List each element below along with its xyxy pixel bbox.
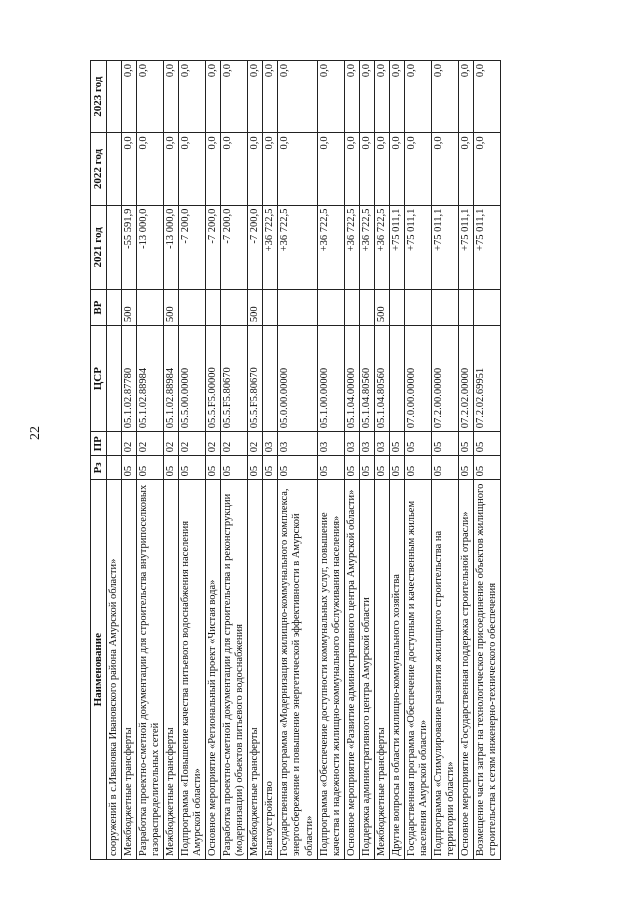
cell-2023: 0,0 (221, 61, 248, 133)
cell-2022: 0,0 (474, 133, 501, 205)
cell-vr: 500 (374, 290, 389, 326)
table-row (359, 61, 374, 860)
cell-csr: 05.1.02.87780 (121, 326, 136, 432)
cell-csr: 05.1.02.88984 (136, 326, 163, 432)
cell-rz: 05 (206, 456, 221, 480)
cell-2022: 0,0 (121, 133, 136, 205)
table-row (459, 61, 474, 860)
header-pr: ПР (91, 432, 107, 456)
cell-csr: 07.0.00.00000 (404, 326, 431, 432)
table-row (278, 61, 317, 860)
cell-pr: 05 (432, 432, 459, 456)
cell-vr (278, 290, 317, 326)
cell-rz: 05 (432, 456, 459, 480)
cell-vr: 500 (163, 290, 178, 326)
cell-name: Другие вопросы в области жилищно-коммунального хозяйства (389, 480, 404, 860)
cell-2023: 0,0 (317, 61, 344, 133)
table-row (344, 61, 359, 860)
table-row (178, 61, 205, 860)
table-row (106, 61, 121, 860)
cell-csr (263, 326, 278, 432)
table-row (317, 61, 344, 860)
cell-vr: 500 (248, 290, 263, 326)
cell-2021 (106, 205, 121, 289)
cell-rz: 05 (221, 456, 248, 480)
cell-2023: 0,0 (206, 61, 221, 133)
cell-2022: 0,0 (178, 133, 205, 205)
cell-rz: 05 (278, 456, 317, 480)
cell-name: Государственная программа «Обеспечение доступным и качественным жильем населения Амурской области» (404, 480, 431, 860)
cell-2021: -55 591,9 (121, 205, 136, 289)
cell-name: Возмещение части затрат на технологическое присоединение объектов жилищного строительства к сетям инженерно-технического обеспечения (474, 480, 501, 860)
cell-2021: +75 011,1 (459, 205, 474, 289)
table-row (432, 61, 459, 860)
table-header (91, 61, 107, 860)
table-row (221, 61, 248, 860)
cell-csr: 05.5.00.00000 (178, 326, 205, 432)
cell-rz: 05 (136, 456, 163, 480)
cell-csr: 05.5.F5.80670 (248, 326, 263, 432)
header-2021: 2021 год (91, 205, 107, 289)
cell-csr: 05.1.00.00000 (317, 326, 344, 432)
cell-csr: 05.1.04.80560 (359, 326, 374, 432)
cell-pr: 02 (206, 432, 221, 456)
cell-2023: 0,0 (404, 61, 431, 133)
cell-2021: -7 200,0 (221, 205, 248, 289)
table-row (121, 61, 136, 860)
cell-vr (263, 290, 278, 326)
cell-2021: +36 722,5 (263, 205, 278, 289)
cell-vr (359, 290, 374, 326)
cell-2021: +75 011,1 (474, 205, 501, 289)
cell-vr (432, 290, 459, 326)
header-name: Наименование (91, 480, 107, 860)
table-row (248, 61, 263, 860)
cell-vr (106, 290, 121, 326)
cell-2022 (106, 133, 121, 205)
cell-2021: -7 200,0 (248, 205, 263, 289)
cell-2023: 0,0 (474, 61, 501, 133)
cell-name: Межбюджетные трансферты (163, 480, 178, 860)
cell-2021: -7 200,0 (178, 205, 205, 289)
cell-2023: 0,0 (432, 61, 459, 133)
cell-name: Подпрограмма «Обеспечение доступности коммунальных услуг, повышение качества и надежности жилищно-коммунального обслуживания населения» (317, 480, 344, 860)
cell-2022: 0,0 (432, 133, 459, 205)
cell-2022: 0,0 (221, 133, 248, 205)
cell-csr: 05.0.00.00000 (278, 326, 317, 432)
cell-pr: 02 (248, 432, 263, 456)
cell-2023: 0,0 (278, 61, 317, 133)
cell-rz: 05 (317, 456, 344, 480)
cell-vr (206, 290, 221, 326)
cell-pr (106, 432, 121, 456)
cell-2022: 0,0 (278, 133, 317, 205)
cell-name: Благоустройство (263, 480, 278, 860)
header-rz: Рз (91, 456, 107, 480)
cell-name: Основное мероприятие «Региональный проект «Чистая вода» (206, 480, 221, 860)
cell-vr (221, 290, 248, 326)
cell-pr: 02 (121, 432, 136, 456)
cell-pr: 03 (374, 432, 389, 456)
cell-2021: +75 011,1 (404, 205, 431, 289)
cell-2023: 0,0 (121, 61, 136, 133)
cell-csr: 07.2.02.00000 (459, 326, 474, 432)
cell-csr (389, 326, 404, 432)
cell-vr (344, 290, 359, 326)
cell-2023: 0,0 (163, 61, 178, 133)
cell-pr: 05 (474, 432, 501, 456)
table-row (404, 61, 431, 860)
header-2023: 2023 год (91, 61, 107, 133)
cell-pr: 03 (359, 432, 374, 456)
cell-name: Межбюджетные трансферты (121, 480, 136, 860)
table-row (136, 61, 163, 860)
cell-rz: 05 (344, 456, 359, 480)
cell-vr (474, 290, 501, 326)
header-2022: 2022 год (91, 133, 107, 205)
cell-2021: -13 000,0 (163, 205, 178, 289)
cell-name: Подпрограмма «Повышение качества питьевого водоснабжения населения Амурской области» (178, 480, 205, 860)
cell-csr: 05.5.F5.80670 (221, 326, 248, 432)
cell-2022: 0,0 (344, 133, 359, 205)
cell-csr: 05.1.04.80560 (374, 326, 389, 432)
cell-vr (136, 290, 163, 326)
cell-rz: 05 (178, 456, 205, 480)
table-row (374, 61, 389, 860)
cell-2023: 0,0 (459, 61, 474, 133)
cell-2023: 0,0 (359, 61, 374, 133)
cell-rz: 05 (404, 456, 431, 480)
cell-pr: 05 (389, 432, 404, 456)
cell-rz: 05 (459, 456, 474, 480)
cell-2021: +36 722,5 (344, 205, 359, 289)
cell-name: Основное мероприятие «Развитие административного центра Амурской области» (344, 480, 359, 860)
page-number: 22 (28, 426, 43, 440)
cell-2022: 0,0 (136, 133, 163, 205)
cell-csr: 05.5.F5.00000 (206, 326, 221, 432)
cell-name: Разработка проектно-сметной документации для строительства внутрипоселковых газораспределительных сетей (136, 480, 163, 860)
cell-2022: 0,0 (374, 133, 389, 205)
cell-rz: 05 (263, 456, 278, 480)
cell-name: Поддержка административного центра Амурской области (359, 480, 374, 860)
table-row (263, 61, 278, 860)
cell-csr: 05.1.04.00000 (344, 326, 359, 432)
cell-rz: 05 (359, 456, 374, 480)
cell-2021: +36 722,5 (374, 205, 389, 289)
cell-vr: 500 (121, 290, 136, 326)
cell-pr: 02 (163, 432, 178, 456)
cell-2023: 0,0 (263, 61, 278, 133)
cell-vr (459, 290, 474, 326)
header-csr: ЦСР (91, 326, 107, 432)
cell-name: Подпрограмма «Стимулирование развития жилищного строительства на территории области» (432, 480, 459, 860)
header-row (91, 61, 107, 860)
cell-csr: 07.2.00.00000 (432, 326, 459, 432)
cell-rz: 05 (248, 456, 263, 480)
cell-vr (404, 290, 431, 326)
cell-csr: 07.2.02.69951 (474, 326, 501, 432)
cell-2021: +36 722,5 (359, 205, 374, 289)
cell-2023: 0,0 (374, 61, 389, 133)
cell-vr (389, 290, 404, 326)
cell-2021: +36 722,5 (317, 205, 344, 289)
table-row (163, 61, 178, 860)
cell-name: Основное мероприятие «Государственная поддержка строительной отрасли» (459, 480, 474, 860)
cell-pr: 05 (459, 432, 474, 456)
cell-pr: 03 (263, 432, 278, 456)
cell-2021: +36 722,5 (278, 205, 317, 289)
cell-pr: 05 (404, 432, 431, 456)
cell-2022: 0,0 (404, 133, 431, 205)
cell-vr (317, 290, 344, 326)
cell-name: Межбюджетные трансферты (248, 480, 263, 860)
cell-2023: 0,0 (178, 61, 205, 133)
cell-2021: -7 200,0 (206, 205, 221, 289)
cell-2022: 0,0 (359, 133, 374, 205)
cell-name: Межбюджетные трансферты (374, 480, 389, 860)
cell-csr: 05.1.02.88984 (163, 326, 178, 432)
cell-rz: 05 (374, 456, 389, 480)
cell-pr: 03 (278, 432, 317, 456)
cell-2023 (106, 61, 121, 133)
cell-pr: 02 (136, 432, 163, 456)
cell-rz: 05 (163, 456, 178, 480)
cell-2021: -13 000,0 (136, 205, 163, 289)
budget-table (90, 60, 501, 860)
cell-csr (106, 326, 121, 432)
cell-pr: 03 (317, 432, 344, 456)
header-vr: ВР (91, 290, 107, 326)
rotated-table-wrapper (90, 60, 610, 860)
cell-rz: 05 (474, 456, 501, 480)
cell-2022: 0,0 (459, 133, 474, 205)
table-row (206, 61, 221, 860)
cell-2022: 0,0 (317, 133, 344, 205)
cell-2023: 0,0 (248, 61, 263, 133)
cell-name: сооружений в с.Ивановка Ивановского района Амурской области» (106, 480, 121, 860)
cell-2022: 0,0 (248, 133, 263, 205)
cell-2023: 0,0 (344, 61, 359, 133)
cell-name: Разработка проектно-сметной документации для строительства и реконструкции (модернизации) объектов питьевого водоснабжения (221, 480, 248, 860)
cell-2022: 0,0 (263, 133, 278, 205)
cell-rz: 05 (121, 456, 136, 480)
cell-pr: 03 (344, 432, 359, 456)
cell-2022: 0,0 (206, 133, 221, 205)
cell-2021: +75 011,1 (389, 205, 404, 289)
cell-pr: 02 (178, 432, 205, 456)
cell-rz (106, 456, 121, 480)
table-row (474, 61, 501, 860)
table-body (106, 61, 501, 860)
cell-pr: 02 (221, 432, 248, 456)
cell-name: Государственная программа «Модернизация жилищно-коммунального комплекса, энергосбережение и повышение энергетической эффективности в Амурской области» (278, 480, 317, 860)
cell-2021: +75 011,1 (432, 205, 459, 289)
cell-2023: 0,0 (389, 61, 404, 133)
cell-2022: 0,0 (389, 133, 404, 205)
table-row (389, 61, 404, 860)
cell-2022: 0,0 (163, 133, 178, 205)
cell-2023: 0,0 (136, 61, 163, 133)
cell-vr (178, 290, 205, 326)
cell-rz: 05 (389, 456, 404, 480)
